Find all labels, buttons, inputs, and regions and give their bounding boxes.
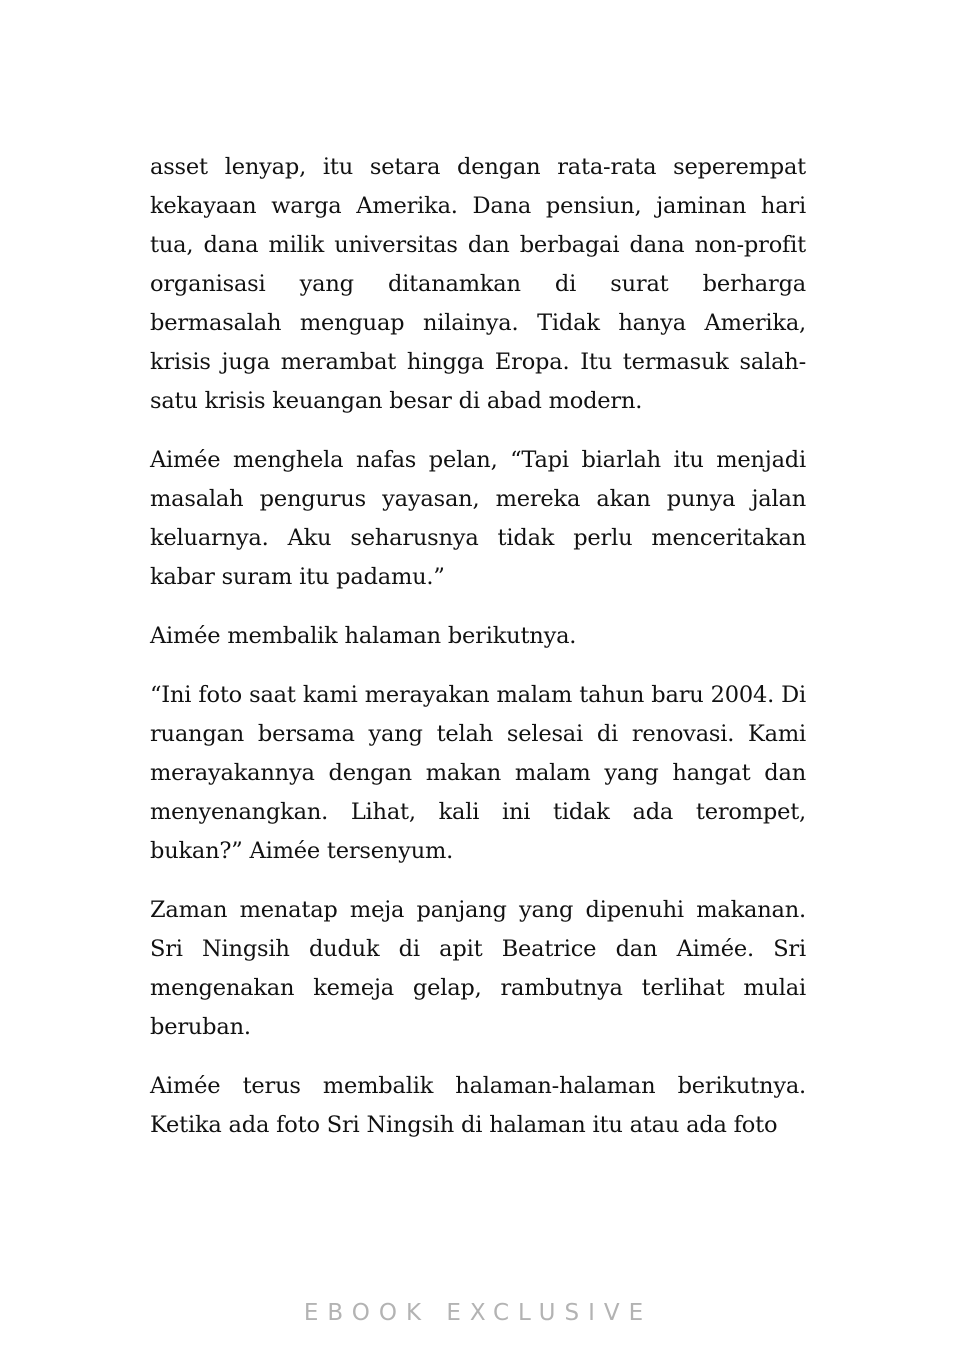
paragraph: asset lenyap, itu setara dengan rata-rata seperempat kekayaan warga Amerika. Dana pensiun, jaminan hari tua, dana milik universitas dan berbagai dana non-profit organisasi yang ditanamkan di surat berharga bermasalah menguap nilainya. Tidak hanya Amerika, krisis juga merambat hingga Eropa. Itu termasuk salah-satu krisis keuangan besar di abad modern.	[150, 154, 806, 414]
paragraph: Aimée terus membalik halaman-halaman berikutnya. Ketika ada foto Sri Ningsih di halaman itu atau ada foto	[150, 1073, 806, 1138]
paragraph: Zaman menatap meja panjang yang dipenuhi makanan. Sri Ningsih duduk di apit Beatrice dan Aimée. Sri mengenakan kemeja gelap, rambutnya terlihat mulai beruban.	[150, 897, 806, 1040]
paragraph: Aimée membalik halaman berikutnya.	[150, 623, 577, 649]
footer-label: EBOOK EXCLUSIVE	[303, 1300, 653, 1326]
paragraph: Aimée menghela nafas pelan, “Tapi biarlah itu menjadi masalah pengurus yayasan, mereka akan punya jalan keluarnya. Aku seharusnya tidak perlu menceritakan kabar suram itu padamu.”	[150, 447, 806, 590]
paragraph: “Ini foto saat kami merayakan malam tahun baru 2004. Di ruangan bersama yang telah selesai di renovasi. Kami merayakannya dengan makan malam yang hangat dan menyenangkan. Lihat, kali ini tidak ada terompet, bukan?” Aimée tersenyum.	[150, 682, 806, 864]
body-text	[150, 148, 806, 1165]
